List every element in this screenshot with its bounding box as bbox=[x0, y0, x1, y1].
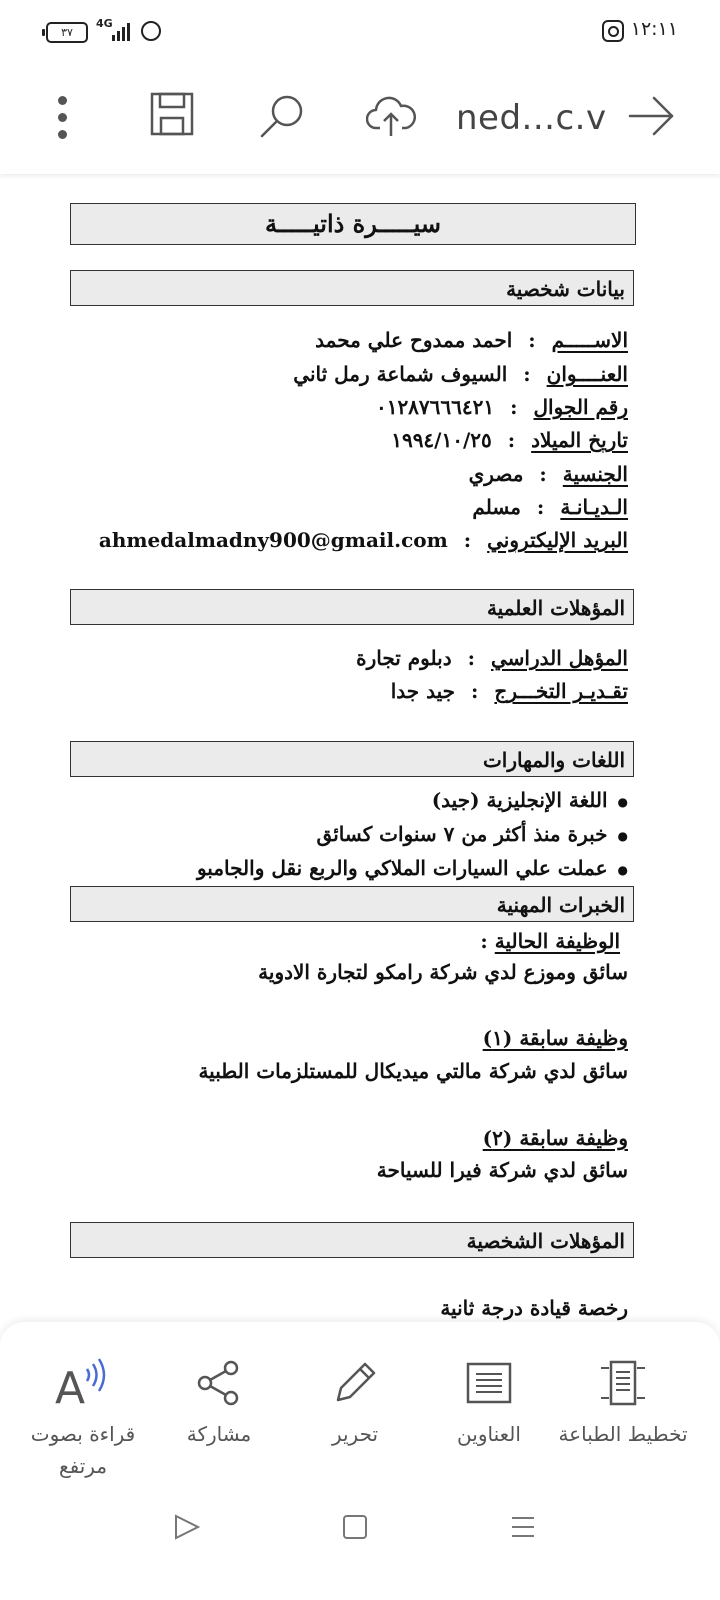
section-skills: اللغات والمهارات bbox=[70, 741, 634, 777]
share-label: مشاركة bbox=[186, 1422, 252, 1446]
search-button[interactable] bbox=[258, 92, 306, 140]
print-layout-icon bbox=[599, 1360, 647, 1406]
field-grade: تقـديـر التخـــرج:جيد جدا bbox=[390, 679, 628, 703]
save-button[interactable] bbox=[150, 92, 194, 136]
field-qualification: المؤهل الدراسي:دبلوم تجارة bbox=[356, 646, 628, 670]
read-aloud-button[interactable] bbox=[16, 1354, 150, 1482]
share-button[interactable] bbox=[152, 1354, 286, 1450]
headings-button[interactable] bbox=[422, 1354, 556, 1450]
section-experience: الخبرات المهنية bbox=[70, 886, 634, 922]
list-item: ● اللغة الإنجليزية (جيد) bbox=[432, 788, 628, 812]
list-item: ● خبرة منذ أكثر من ٧ سنوات كسائق bbox=[317, 822, 628, 846]
document-view[interactable] bbox=[0, 176, 720, 1326]
save-icon bbox=[150, 92, 194, 136]
status-bar bbox=[0, 0, 720, 62]
field-religion: الـديـانـة:مسلم bbox=[472, 495, 628, 519]
upload-button[interactable] bbox=[366, 92, 416, 140]
home-button[interactable] bbox=[340, 1512, 370, 1542]
read-aloud-icon bbox=[53, 1355, 113, 1411]
search-icon bbox=[258, 92, 306, 140]
more-vertical-icon bbox=[58, 96, 67, 105]
personal-qual-item: رخصة قيادة درجة ثانية bbox=[440, 1296, 628, 1320]
current-job-label: الوظيفة الحالية : bbox=[480, 929, 620, 953]
system-nav-bar bbox=[0, 1494, 720, 1600]
clock: ١٢:١١ bbox=[630, 18, 678, 40]
field-email: البريد الإليكتروني:ahmedalmadny900@gmail.com bbox=[98, 528, 628, 552]
prev-job-1-label: وظيفة سابقة (١) bbox=[482, 1026, 628, 1050]
back-triangle-icon bbox=[172, 1512, 202, 1542]
signal-icon bbox=[112, 22, 132, 41]
field-phone: رقم الجوال:٠١٢٨٧٦٦٦٤٢١ bbox=[375, 395, 628, 419]
document-title: سيـــــرة ذاتيـــــة bbox=[70, 203, 636, 245]
svg-text:A: A bbox=[55, 1363, 86, 1411]
action-bar bbox=[0, 1322, 720, 1494]
forward-button[interactable] bbox=[628, 92, 676, 140]
field-nationality: الجنسية:مصري bbox=[468, 462, 628, 486]
prev-job-2-value: سائق لدي شركة فيرا للسياحة bbox=[376, 1158, 628, 1182]
headings-label: العناوين bbox=[457, 1422, 521, 1446]
instagram-icon bbox=[602, 20, 624, 42]
battery-level: ٣٧ bbox=[61, 26, 73, 39]
print-layout-button[interactable] bbox=[556, 1354, 690, 1450]
document-filename[interactable]: ned...c.v bbox=[456, 98, 607, 138]
home-square-icon bbox=[340, 1512, 370, 1542]
share-icon bbox=[196, 1360, 242, 1406]
headings-icon bbox=[466, 1362, 512, 1404]
prev-job-2-label: وظيفة سابقة (٢) bbox=[482, 1126, 628, 1150]
section-education: المؤهلات العلمية bbox=[70, 589, 634, 625]
pencil-icon bbox=[332, 1360, 378, 1406]
read-aloud-label: قراءة بصوت مرتفع bbox=[30, 1422, 136, 1478]
back-button[interactable] bbox=[172, 1512, 202, 1542]
top-toolbar bbox=[0, 62, 720, 174]
menu-lines-icon bbox=[508, 1512, 538, 1542]
field-name: الاســـــم:احمد ممدوح علي محمد bbox=[315, 328, 628, 352]
alarm-icon bbox=[141, 21, 161, 41]
battery-icon bbox=[46, 22, 88, 43]
list-item: ● عملت علي السيارات الملاكي والربع نقل والجامبو bbox=[197, 856, 628, 880]
edit-button[interactable] bbox=[288, 1354, 422, 1450]
network-type: 4G bbox=[96, 17, 113, 30]
field-address: العنــــوان:السيوف شماعة رمل ثاني bbox=[293, 362, 628, 386]
section-personal-quals: المؤهلات الشخصية bbox=[70, 1222, 634, 1258]
current-job-value: سائق وموزع لدي شركة رامكو لتجارة الادوية bbox=[258, 960, 628, 984]
arrow-forward-icon bbox=[628, 92, 676, 140]
upload-cloud-icon bbox=[366, 92, 416, 140]
edit-label: تحرير bbox=[331, 1422, 379, 1446]
section-personal: بيانات شخصية bbox=[70, 270, 634, 306]
more-options-button[interactable] bbox=[50, 96, 74, 140]
field-birthdate: تاريخ الميلاد:١٩٩٤/١٠/٢٥ bbox=[391, 428, 628, 452]
print-layout-label: تخطيط الطباعة bbox=[558, 1422, 688, 1446]
prev-job-1-value: سائق لدي شركة مالتي ميديكال للمستلزمات الطبية bbox=[198, 1059, 628, 1083]
recents-button[interactable] bbox=[508, 1512, 538, 1542]
